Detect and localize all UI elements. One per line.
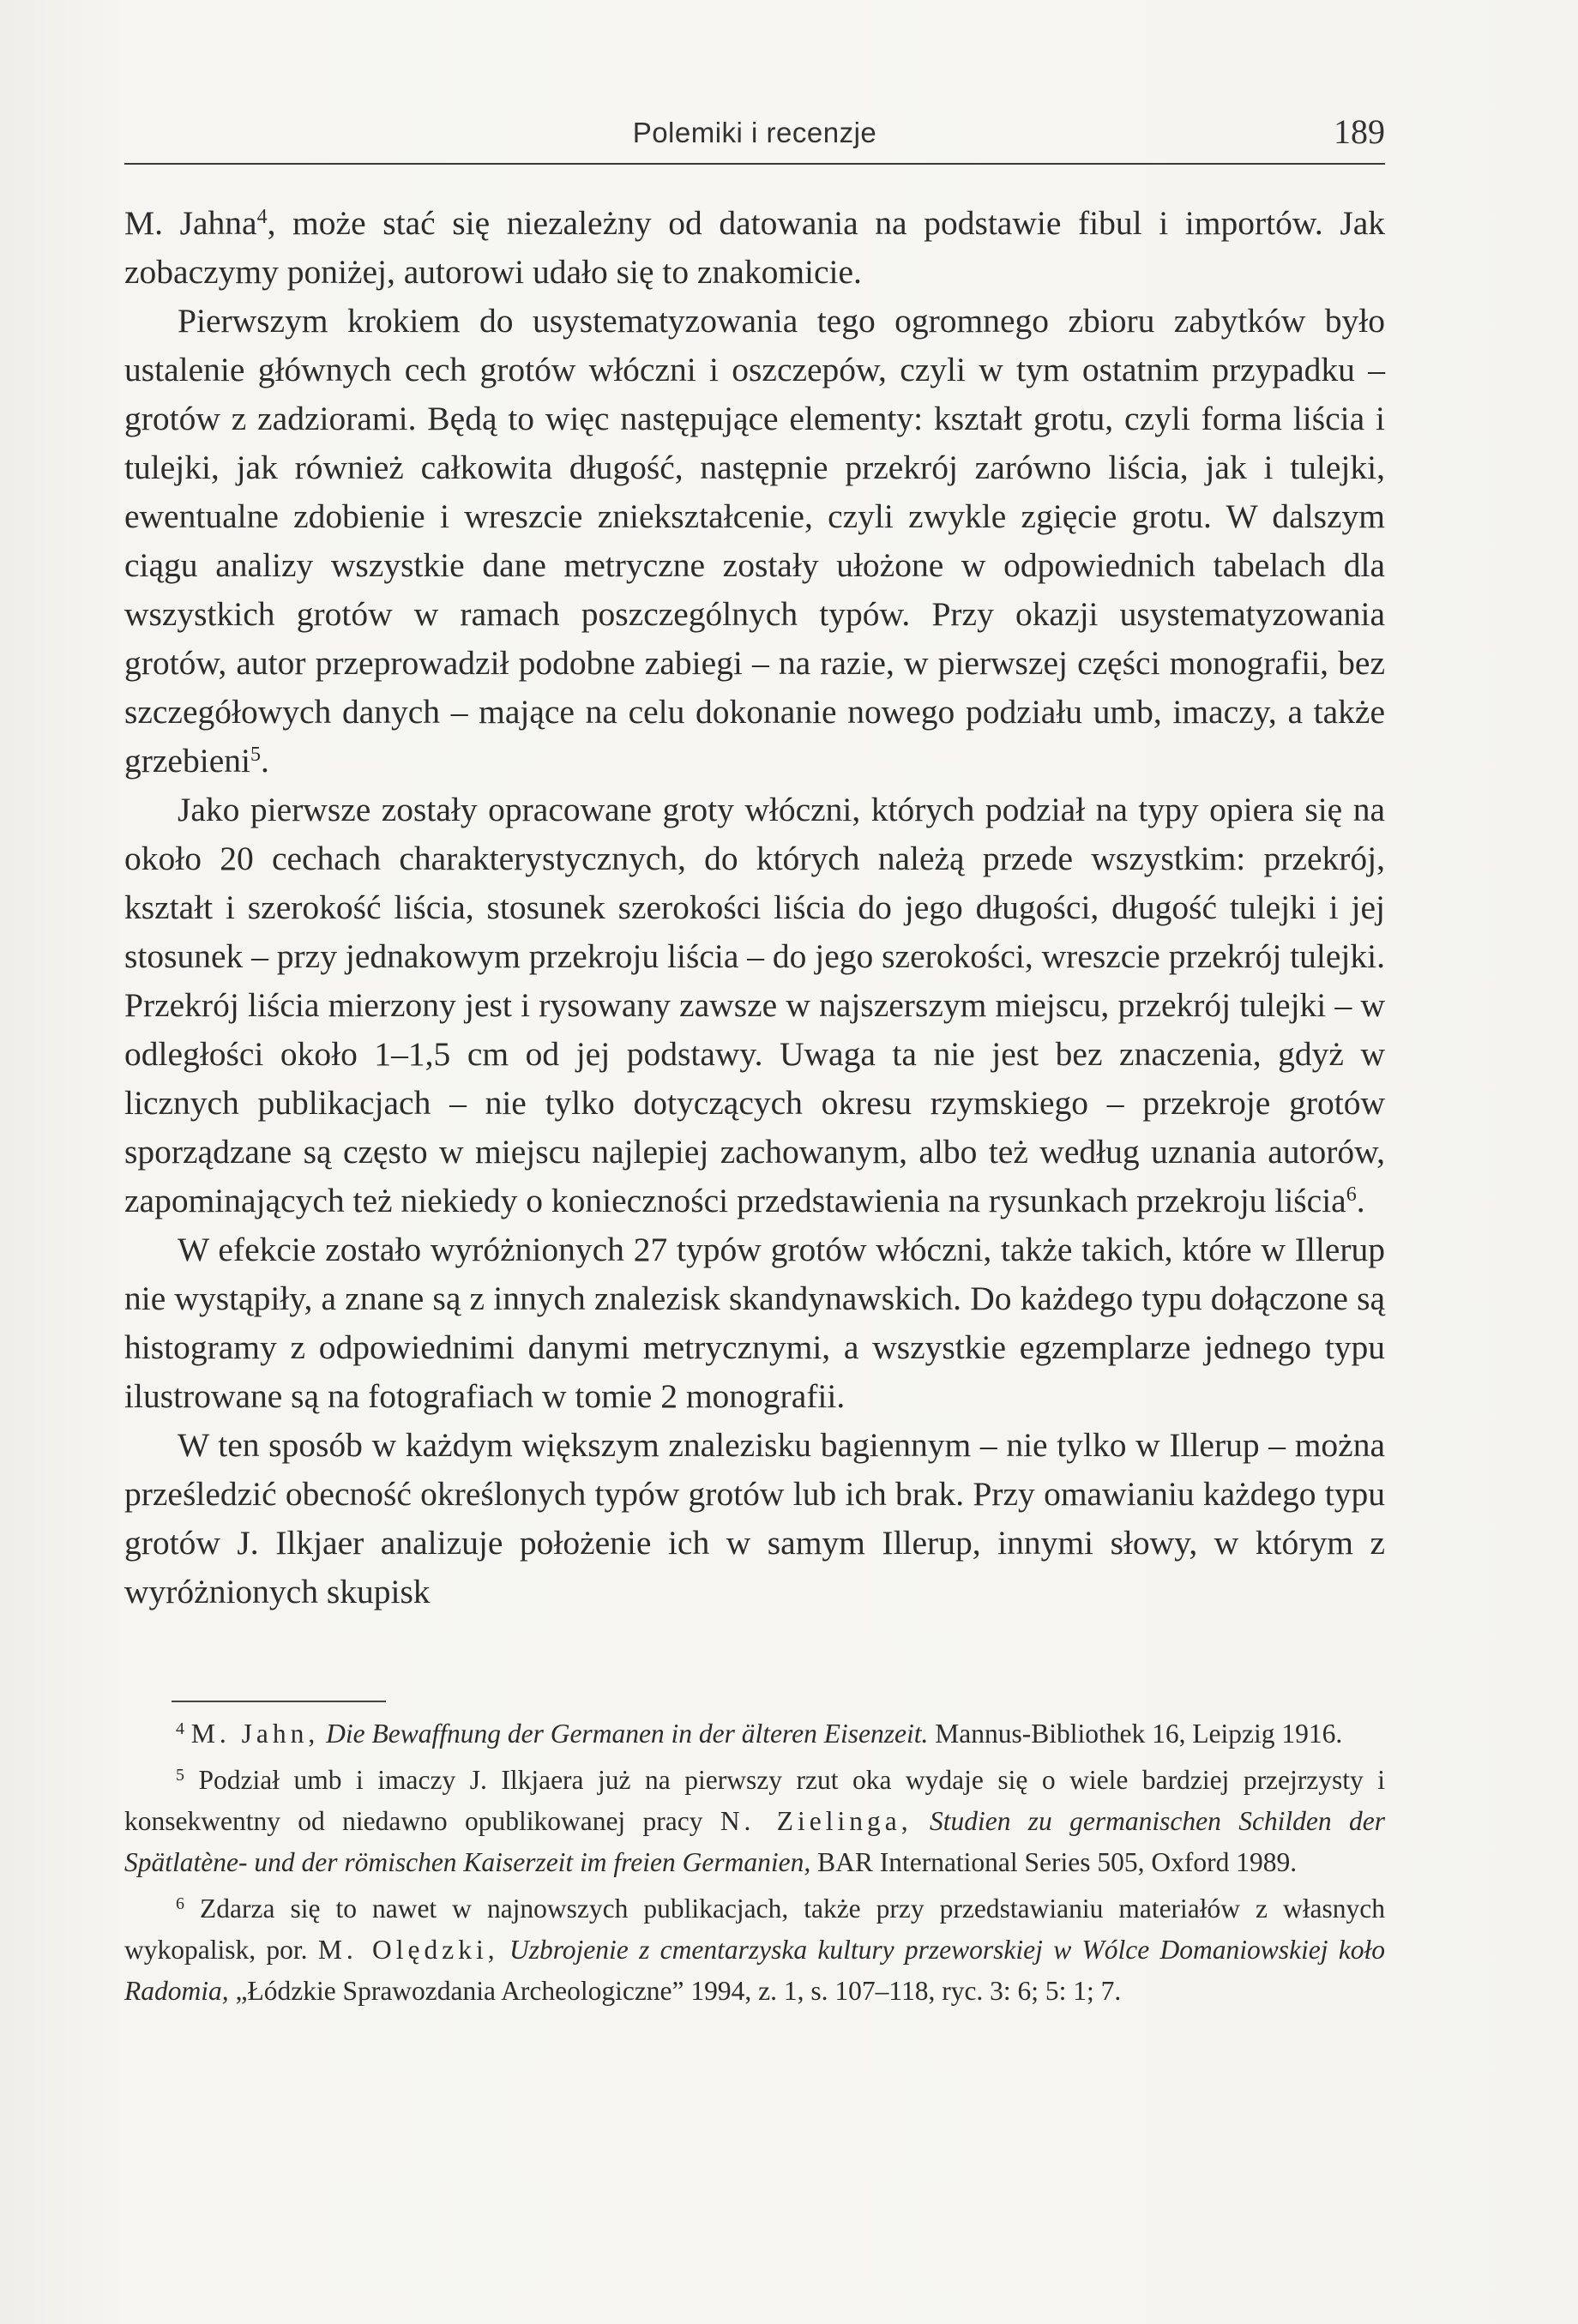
footnote-author: N. Zielinga,: [720, 1806, 912, 1836]
footnote-title: Die Bewaffnung der Germanen in der älteren Eisenzeit.: [326, 1719, 929, 1749]
footnote-5: $^5$ Podział umb i imaczy J. Ilkjaera już na pierwszy rzut oka wydaje się o wiele bardziej przejrzysty i konsekwentny od niedawno opublikowanej pracy N. Zielinga, Studien zu germanischen Schilden der Spätlatène- und der römischen Kaiserzeit im freien Germanien, BAR International Series 505, Oxford 1989.: [124, 1765, 1386, 1877]
footnote-ref-5: 5: [250, 744, 261, 766]
paragraph-4: W efekcie zostało wyróżnionych 27 typów grotów włóczni, także takich, które w Illerup nie wystąpiły, a znane są z innych znalezisk skandynawskich. Do każdego typu dołączone są histogramy z odpowiednimi danymi metrycznymi, a wszystkie egzemplarze jednego typu ilustrowane są na fotografiach w tomie 2 monografii.: [124, 1231, 1385, 1415]
running-head: Polemiki i recenzje: [632, 117, 877, 148]
paragraph-2: Pierwszym krokiem do usystematyzowania tego ogromnego zbioru zabytków było ustalenie głównych cech grotów włóczni i oszczepów, czyli w tym ostatnim przypadku – grotów z zadziorami. Będą to więc następujące elementy: kształt grotu, czyli forma liścia i tulejki, jak również całkowita długość, następnie przekrój zarówno liścia, jak i tulejki, ewentualne zdobienie i wreszcie zniekształcenie, czyli zwykle zgięcie grotu. W dalszym ciągu analizy wszystkie dane metryczne zostały ułożone w odpowiednich tabelach dla wszystkich grotów w ramach poszczególnych typów. Przy okazji usystematyzowania grotów, autor przeprowadził podobne zabiegi – na razie, w pierwszej części monografii, bez szczegółowych danych – mające na celu dokonanie nowego podziału umb, imaczy, a także grzebieni$^5$.: [124, 302, 1385, 780]
footnote-divider: [172, 1701, 386, 1702]
footnotes: [124, 1713, 1385, 2017]
paragraph-5: W ten sposób w każdym większym znalezisku bagiennym – nie tylko w Illerup – można prześledzić obecność określonych typów grotów lub ich brak. Przy omawianiu każdego typu grotów J. Ilkjaer analizuje położenie ich w samym Illerup, innymi słowy, w którym z wyróżnionych skupisk: [124, 1426, 1385, 1611]
footnote-ref-6: 6: [1346, 1183, 1357, 1206]
footnote-author: M. Jahn,: [190, 1719, 320, 1749]
footnote-author: M. Olędzki,: [317, 1935, 499, 1965]
footnote-ref-4: 4: [256, 206, 268, 228]
footnote-title: Uzbrojenie z cmentarzyska kultury przeworskiej w Wólce Domaniowskiej koło Radomia,: [124, 1935, 1386, 2006]
paragraph-1: M. Jahna$^4$, może stać się niezależny od datowania na podstawie fibul i importów. Jak zobaczymy poniżej, autorowi udało się to znakomicie.: [124, 204, 1385, 291]
main-text: [124, 199, 1385, 1617]
footnote-4: $^4$ M. Jahn, Die Bewaffnung der Germanen in der älteren Eisenzeit. Mannus-Bibliothek 16, Leipzig 1916.: [176, 1719, 1343, 1749]
paragraph-3: Jako pierwsze zostały opracowane groty włóczni, których podział na typy opiera się na około 20 cechach charakterystycznych, do których należą przede wszystkim: przekrój, kształt i szerokość liścia, stosunek szerokości liścia do jego długości, długość tulejki i jej stosunek – przy jednakowym przekroju liścia – do jego szerokości, wreszcie przekrój tulejki. Przekrój liścia mierzony jest i rysowany zawsze w najszerszym miejscu, przekrój tulejki – w odległości około 1–1,5 cm od jej podstawy. Uwaga ta nie jest bez znaczenia, gdyż w licznych publikacjach – nie tylko dotyczących okresu rzymskiego – przekroje grotów sporządzane są często w miejscu najlepiej zachowanym, albo też według uznania autorów, zapominających też niekiedy o konieczności przedstawienia na rysunkach przekroju liścia$^6$.: [124, 791, 1385, 1219]
page-number: 189: [1334, 112, 1385, 151]
page-header: [124, 110, 1385, 165]
footnote-6: $^6$ Zdarza się to nawet w najnowszych publikacjach, także przy przedstawianiu materiałów z własnych wykopalisk, por. M. Olędzki, Uzbrojenie z cmentarzyska kultury przeworskiej w Wólce Domaniowskiej koło Radomia, „Łódzkie Sprawozdania Archeologiczne” 1994, z. 1, s. 107–118, ryc. 3: 6; 5: 1; 7.: [124, 1894, 1386, 2006]
footnote-title: Studien zu germanischen Schilden der Spätlatène- und der römischen Kaiserzeit im freien Germanien,: [124, 1806, 1385, 1877]
